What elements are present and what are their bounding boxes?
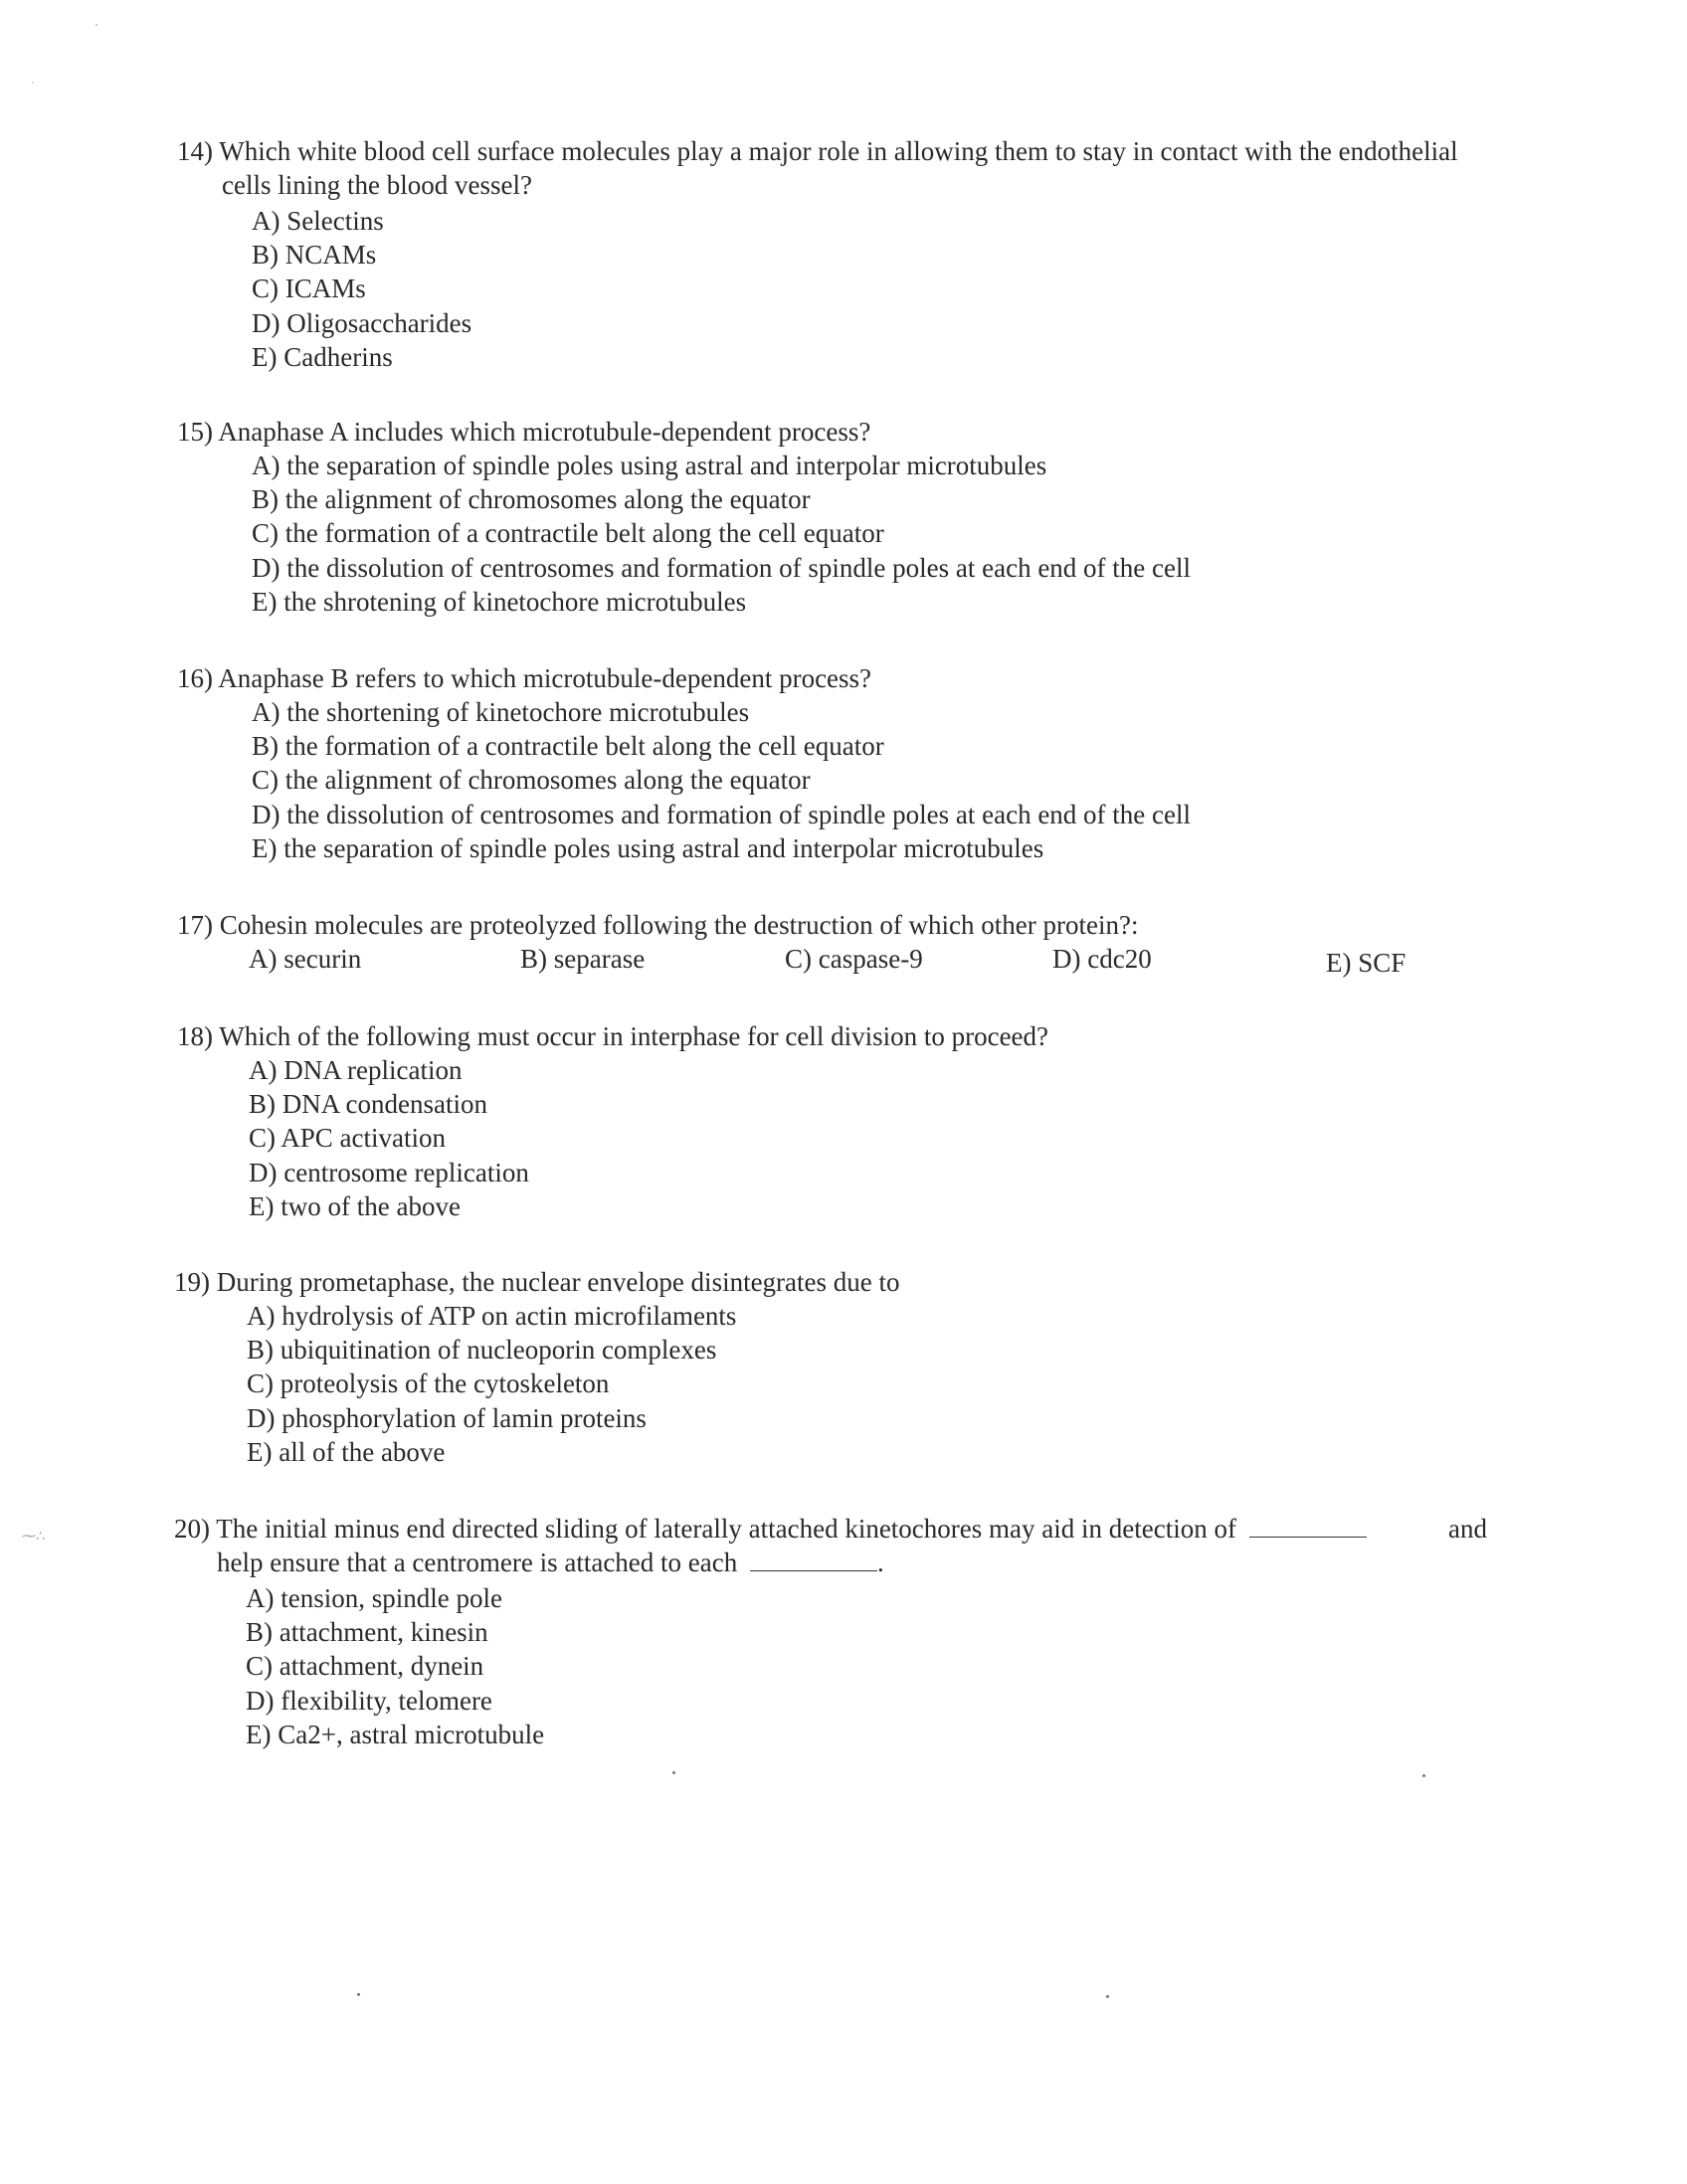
option-e[interactable]: E) two of the above xyxy=(249,1190,461,1221)
option-list xyxy=(0,695,1687,865)
question-stem xyxy=(0,908,1485,942)
option-b[interactable]: B) attachment, kinesin xyxy=(246,1617,488,1648)
question-text: During prometaphase, the nuclear envelope disintegrates due to xyxy=(216,1267,900,1297)
question-text: Which of the following must occur in interphase for cell division to proceed? xyxy=(219,1021,1049,1051)
option-e[interactable]: E) SCF xyxy=(1326,948,1406,978)
scan-speck xyxy=(1106,1995,1109,1998)
question-number: 14) xyxy=(177,136,213,166)
option-d[interactable]: D) cdc20 xyxy=(1052,944,1152,974)
option-c[interactable]: C) proteolysis of the cytoskeleton xyxy=(247,1368,610,1399)
question-text: Cohesin molecules are proteolyzed following the destruction of which other protein?: xyxy=(219,910,1139,940)
option-list xyxy=(0,942,1687,978)
option-list xyxy=(0,1581,1687,1751)
question-stem-line-2 xyxy=(217,1546,884,1579)
option-d[interactable]: D) flexibility, telomere xyxy=(246,1685,492,1716)
option-list xyxy=(0,449,1687,619)
answer-blank-2[interactable] xyxy=(750,1548,877,1571)
question-19 xyxy=(0,1265,1687,1469)
answer-blank-1[interactable] xyxy=(1249,1515,1367,1538)
option-c[interactable]: C) APC activation xyxy=(249,1123,446,1154)
question-15 xyxy=(0,415,1687,619)
option-e[interactable]: E) the separation of spindle poles using astral and interpolar microtubules xyxy=(252,832,1044,863)
option-list xyxy=(0,204,1687,374)
question-text: help ensure that a centromere is attached to each xyxy=(217,1547,738,1577)
scan-speck xyxy=(672,1771,675,1774)
question-17 xyxy=(0,908,1687,978)
option-b[interactable]: B) separase xyxy=(520,944,646,974)
option-c[interactable]: C) the formation of a contractile belt along the cell equator xyxy=(252,518,884,549)
option-a[interactable]: A) hydrolysis of ATP on actin microfilaments xyxy=(247,1301,737,1331)
question-stem xyxy=(0,1512,1687,1581)
option-e[interactable]: E) all of the above xyxy=(247,1436,446,1467)
option-b[interactable]: B) DNA condensation xyxy=(249,1089,487,1120)
option-list xyxy=(0,1299,1687,1469)
option-e[interactable]: E) Cadherins xyxy=(252,341,393,372)
option-c[interactable]: C) ICAMs xyxy=(252,273,366,304)
question-text: Which white blood cell surface molecules play a major role in allowing them to stay in contact with the endothelial cells lining the blood vessel? xyxy=(219,136,1458,200)
question-text: Anaphase A includes which microtubule-dependent process? xyxy=(218,417,871,447)
question-number: 17) xyxy=(177,910,213,940)
question-16 xyxy=(0,661,1687,865)
scan-margin-mark-icon: ⁓∴ xyxy=(22,1529,45,1545)
scan-speck xyxy=(1422,1774,1425,1777)
question-text-and: and xyxy=(1448,1514,1487,1544)
option-d[interactable]: D) the dissolution of centrosomes and formation of spindle poles at each end of the cell xyxy=(252,799,1191,829)
option-a[interactable]: A) securin xyxy=(249,944,362,974)
option-b[interactable]: B) NCAMs xyxy=(252,240,377,271)
question-stem xyxy=(0,1019,1485,1053)
question-text: Anaphase B refers to which microtubule-dependent process? xyxy=(218,663,872,693)
option-c[interactable]: C) caspase-9 xyxy=(785,944,923,974)
option-c[interactable]: C) attachment, dynein xyxy=(246,1651,484,1682)
question-number: 18) xyxy=(177,1021,213,1051)
option-b[interactable]: B) the alignment of chromosomes along the equator xyxy=(252,484,811,515)
question-number: 19) xyxy=(174,1267,210,1297)
option-b[interactable]: B) ubiquitination of nucleoporin complexes xyxy=(247,1335,717,1365)
option-e[interactable]: E) Ca2+, astral microtubule xyxy=(246,1719,545,1749)
question-20 xyxy=(0,1512,1687,1751)
question-text: The initial minus end directed sliding of laterally attached kinetochores may aid in detection of xyxy=(216,1514,1236,1544)
option-c[interactable]: C) the alignment of chromosomes along the equator xyxy=(252,765,811,796)
option-d[interactable]: D) the dissolution of centrosomes and formation of spindle poles at each end of the cell xyxy=(252,552,1191,583)
option-a[interactable]: A) the separation of spindle poles using astral and interpolar microtubules xyxy=(252,451,1047,480)
question-stem xyxy=(0,661,1485,695)
option-d[interactable]: D) Oligosaccharides xyxy=(252,307,472,338)
option-d[interactable]: D) centrosome replication xyxy=(249,1157,529,1187)
question-stem xyxy=(0,134,1485,202)
scan-speck xyxy=(32,82,34,84)
option-a[interactable]: A) Selectins xyxy=(252,206,384,236)
option-a[interactable]: A) tension, spindle pole xyxy=(246,1583,502,1613)
question-text-period: . xyxy=(877,1547,884,1577)
question-number: 16) xyxy=(177,663,213,693)
option-b[interactable]: B) the formation of a contractile belt along the cell equator xyxy=(252,731,884,762)
scan-speck xyxy=(357,1993,360,1996)
question-stem xyxy=(0,415,1485,449)
question-18 xyxy=(0,1019,1687,1223)
question-number: 20) xyxy=(174,1514,210,1544)
option-list xyxy=(0,1053,1687,1223)
question-number: 15) xyxy=(177,417,213,447)
question-14 xyxy=(0,134,1687,374)
question-stem-line-1 xyxy=(174,1512,1367,1546)
option-a[interactable]: A) the shortening of kinetochore microtubules xyxy=(252,697,750,727)
option-d[interactable]: D) phosphorylation of lamin proteins xyxy=(247,1402,647,1433)
option-a[interactable]: A) DNA replication xyxy=(249,1055,463,1085)
option-e[interactable]: E) the shrotening of kinetochore microtubules xyxy=(252,586,747,617)
scan-speck xyxy=(95,24,97,26)
question-stem xyxy=(0,1265,1482,1299)
